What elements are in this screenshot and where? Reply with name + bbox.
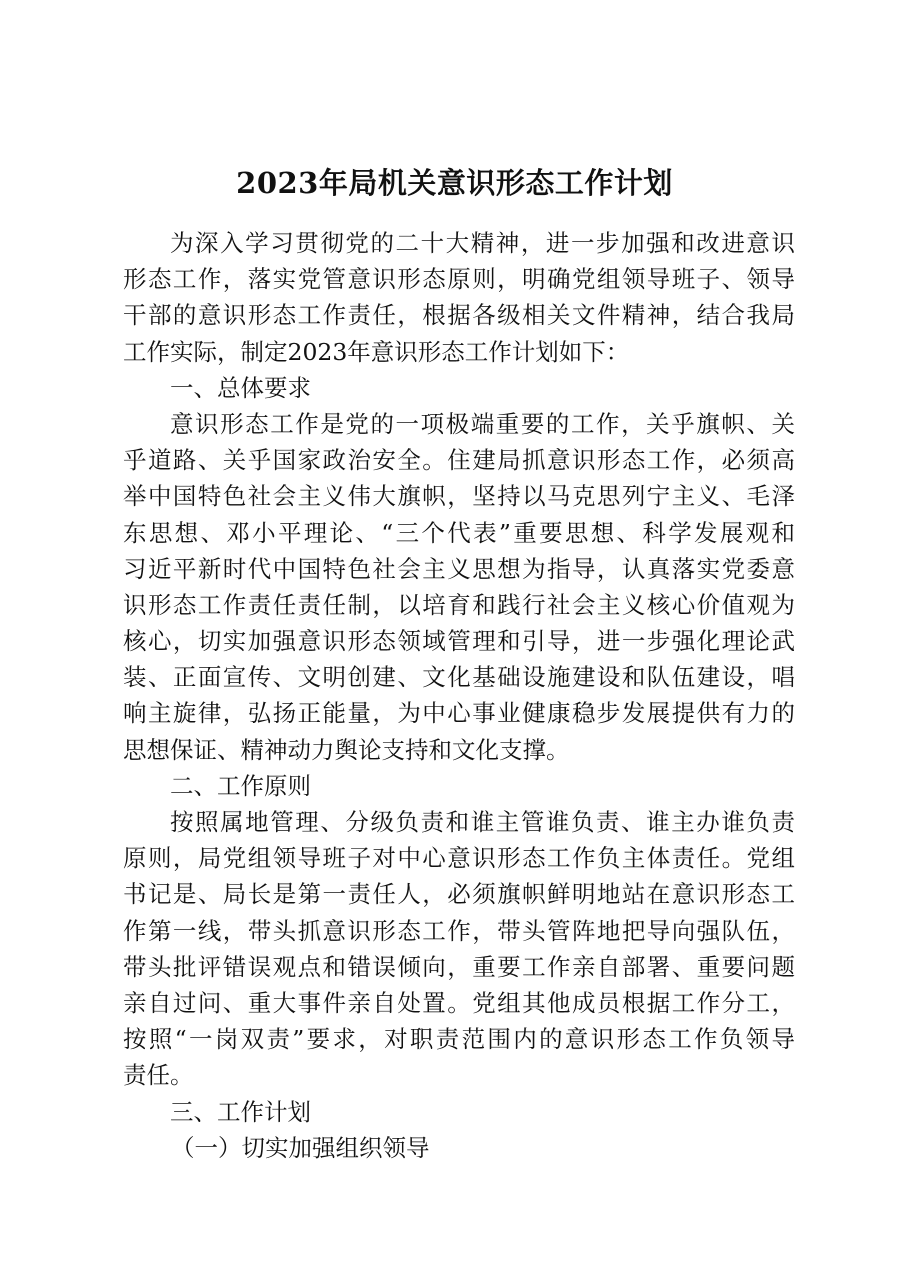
paragraph-line: 按照“一岗双责”要求，对职责范围内的意识形态工作负领导 xyxy=(123,1025,795,1054)
paragraph-line: 意识形态工作是党的一项极端重要的工作，关乎旗帜、关 xyxy=(170,409,795,438)
paragraph-line: 工作实际，制定2023年意识形态工作计划如下： xyxy=(123,337,630,366)
document-body xyxy=(123,225,795,1166)
paragraph-line: 识形态工作责任责任制，以培育和践行社会主义核心价值观为 xyxy=(123,590,795,619)
paragraph-line: 为深入学习贯彻党的二十大精神，进一步加强和改进意识 xyxy=(170,229,795,257)
paragraph-line: 带头批评错误观点和错误倾向，重要工作亲自部署、重要问题 xyxy=(123,952,795,981)
paragraph-line: 乎道路、关乎国家政治安全。住建局抓意识形态工作，必须高 xyxy=(123,446,795,475)
paragraph-line: 思想保证、精神动力舆论支持和文化支撑。 xyxy=(123,735,570,764)
section-heading: 二、工作原则 xyxy=(170,771,311,800)
paragraph-line: 按照属地管理、分级负责和谁主管谁负责、谁主办谁负责 xyxy=(170,808,795,836)
document-title: 2023年局机关意识形态工作计划 xyxy=(236,166,673,200)
paragraph-line: 举中国特色社会主义伟大旗帜，坚持以马克思列宁主义、毛泽 xyxy=(123,482,795,511)
paragraph-line: 原则，局党组领导班子对中心意识形态工作负主体责任。党组 xyxy=(123,844,795,873)
subsection-heading: （一）切实加强组织领导 xyxy=(171,1133,430,1162)
section-heading: 三、工作计划 xyxy=(170,1097,311,1126)
paragraph-line: 东思想、邓小平理论、“三个代表”重要思想、科学发展观和 xyxy=(123,518,795,547)
paragraph-line: 响主旋律，弘扬正能量，为中心事业健康稳步发展提供有力的 xyxy=(123,699,795,728)
section-heading: 一、总体要求 xyxy=(170,373,311,402)
paragraph-line: 亲自过问、重大事件亲自处置。党组其他成员根据工作分工， xyxy=(123,988,795,1017)
paragraph-line: 形态工作，落实党管意识形态原则，明确党组领导班子、领导 xyxy=(123,265,795,294)
paragraph-line: 作第一线，带头抓意识形态工作，带头管阵地把导向强队伍， xyxy=(123,916,795,945)
paragraph-line: 装、正面宣传、文明创建、文化基础设施建设和队伍建设，唱 xyxy=(123,663,795,692)
paragraph-line: 书记是、局长是第一责任人，必须旗帜鲜明地站在意识形态工 xyxy=(123,880,795,909)
paragraph-line: 习近平新时代中国特色社会主义思想为指导，认真落实党委意 xyxy=(123,554,795,583)
paragraph-line: 干部的意识形态工作责任，根据各级相关文件精神，结合我局 xyxy=(123,301,795,330)
paragraph-line: 责任。 xyxy=(123,1061,194,1090)
paragraph-line: 核心，切实加强意识形态领域管理和引导，进一步强化理论武 xyxy=(123,627,795,656)
